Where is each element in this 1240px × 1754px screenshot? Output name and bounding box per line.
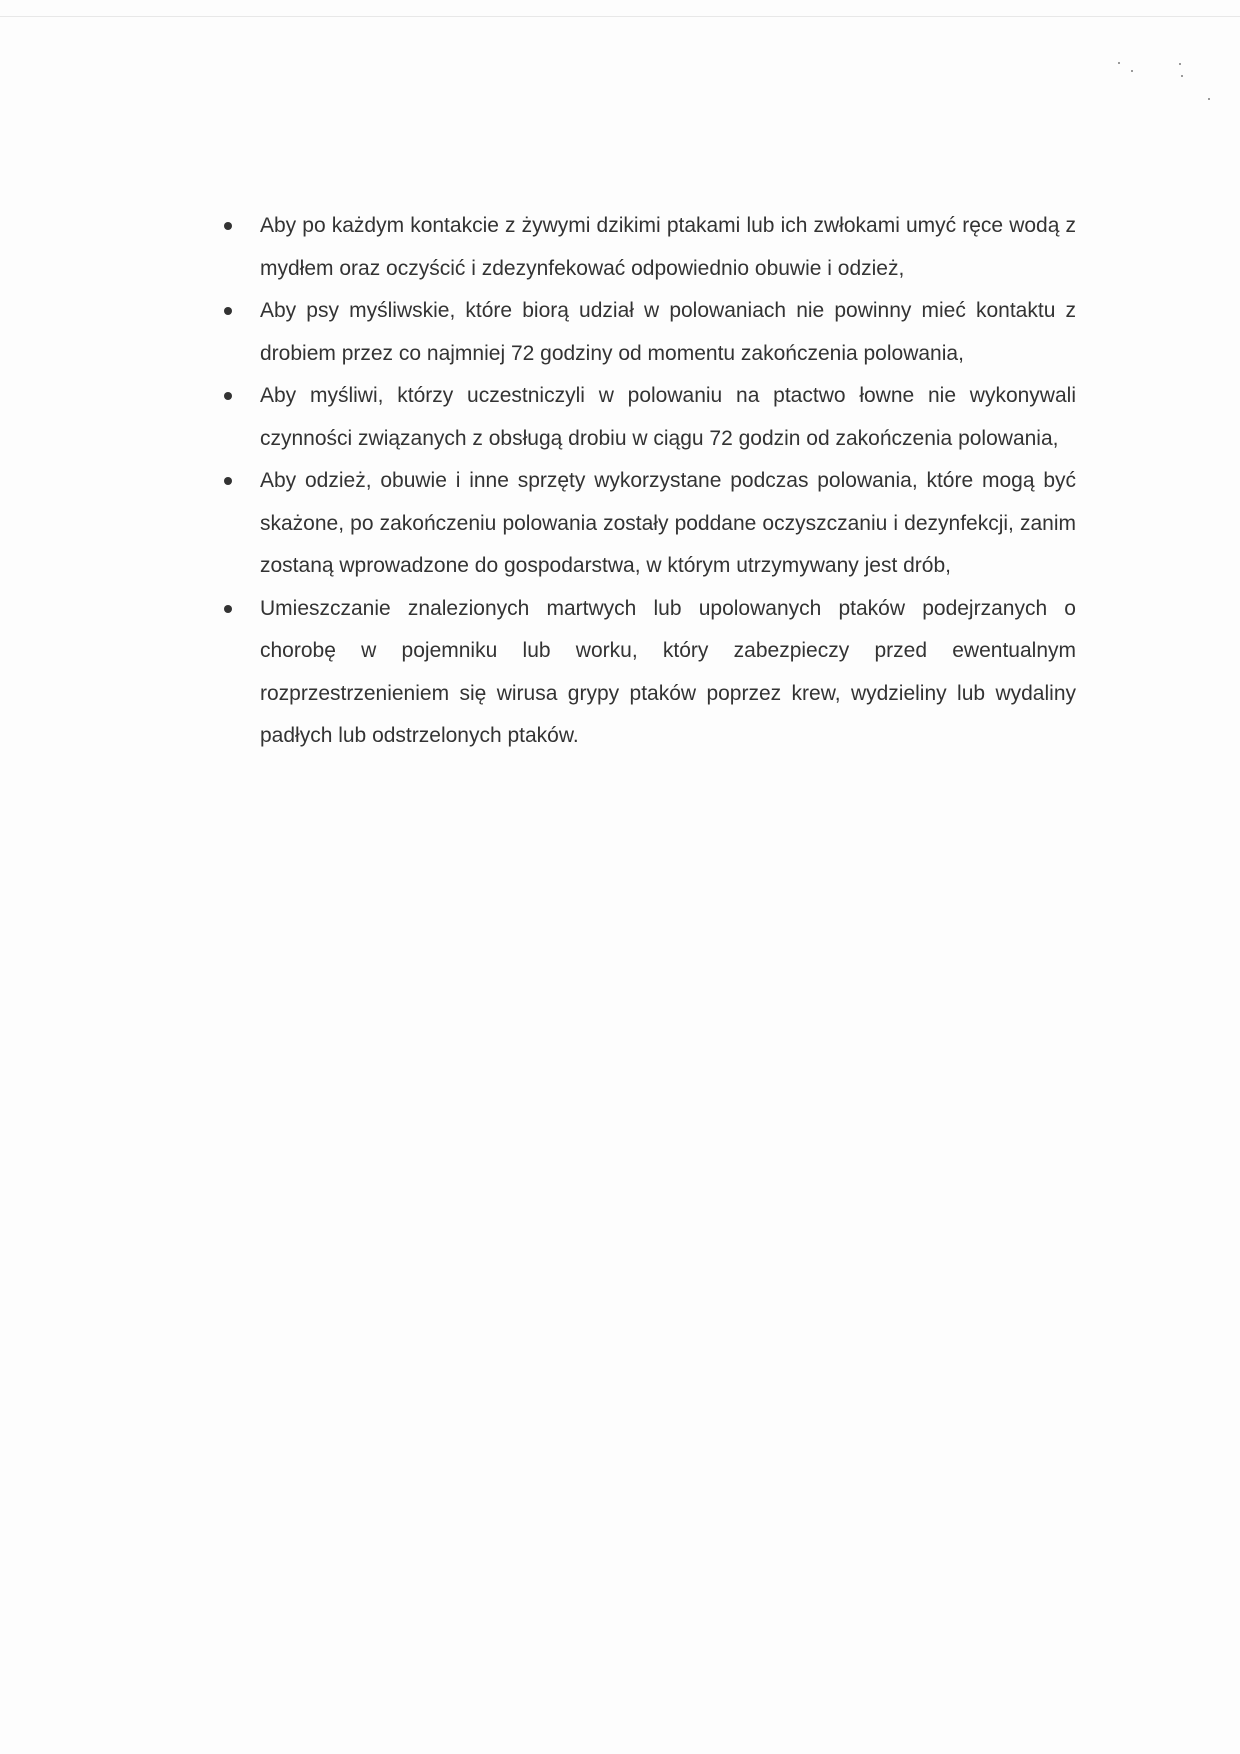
list-item	[196, 375, 1076, 460]
list-item-text: Aby po każdym kontakcie z żywymi dzikimi ptakami lub ich zwłokami umyć ręce wodą z mydłem oraz oczyścić i zdezynfekować odpowiednio obuwie i odzież,	[260, 214, 1076, 280]
bullet-list	[196, 205, 1076, 758]
list-item-text: Aby psy myśliwskie, które biorą udział w polowaniach nie powinny mieć kontaktu z drobiem przez co najmniej 72 godziny od momentu zakończenia polowania,	[260, 299, 1076, 365]
bullet-icon	[224, 392, 232, 400]
list-item-text: Aby myśliwi, którzy uczestniczyli w polowaniu na ptactwo łowne nie wykonywali czynności związanych z obsługą drobiu w ciągu 72 godzin od zakończenia polowania,	[260, 384, 1076, 450]
bullet-icon	[224, 605, 232, 613]
bullet-icon	[224, 477, 232, 485]
list-item-text: Umieszczanie znalezionych martwych lub upolowanych ptaków podejrzanych o chorobę w pojemniku lub worku, który zabezpieczy przed ewentualnym rozprzestrzenieniem się wirusa grypy ptaków poprzez krew, wydzieliny lub wydaliny padłych lub odstrzelonych ptaków.	[260, 596, 1076, 747]
list-item	[196, 588, 1076, 758]
scan-speck	[1181, 75, 1183, 77]
scan-speck	[1208, 98, 1210, 100]
bullet-icon	[224, 307, 232, 315]
bullet-icon	[224, 222, 232, 230]
list-item	[196, 460, 1076, 588]
scan-speck	[1179, 63, 1181, 65]
scan-speck	[1118, 62, 1120, 64]
scan-speck	[1131, 70, 1133, 72]
list-item	[196, 205, 1076, 290]
scan-edge-line	[0, 16, 1240, 17]
document-body	[196, 205, 1076, 758]
list-item-text: Aby odzież, obuwie i inne sprzęty wykorzystane podczas polowania, które mogą być skażone, po zakończeniu polowania zostały poddane oczyszczaniu i dezynfekcji, zanim zostaną wprowadzone do gospodarstwa, w którym utrzymywany jest drób,	[260, 469, 1076, 577]
list-item	[196, 290, 1076, 375]
